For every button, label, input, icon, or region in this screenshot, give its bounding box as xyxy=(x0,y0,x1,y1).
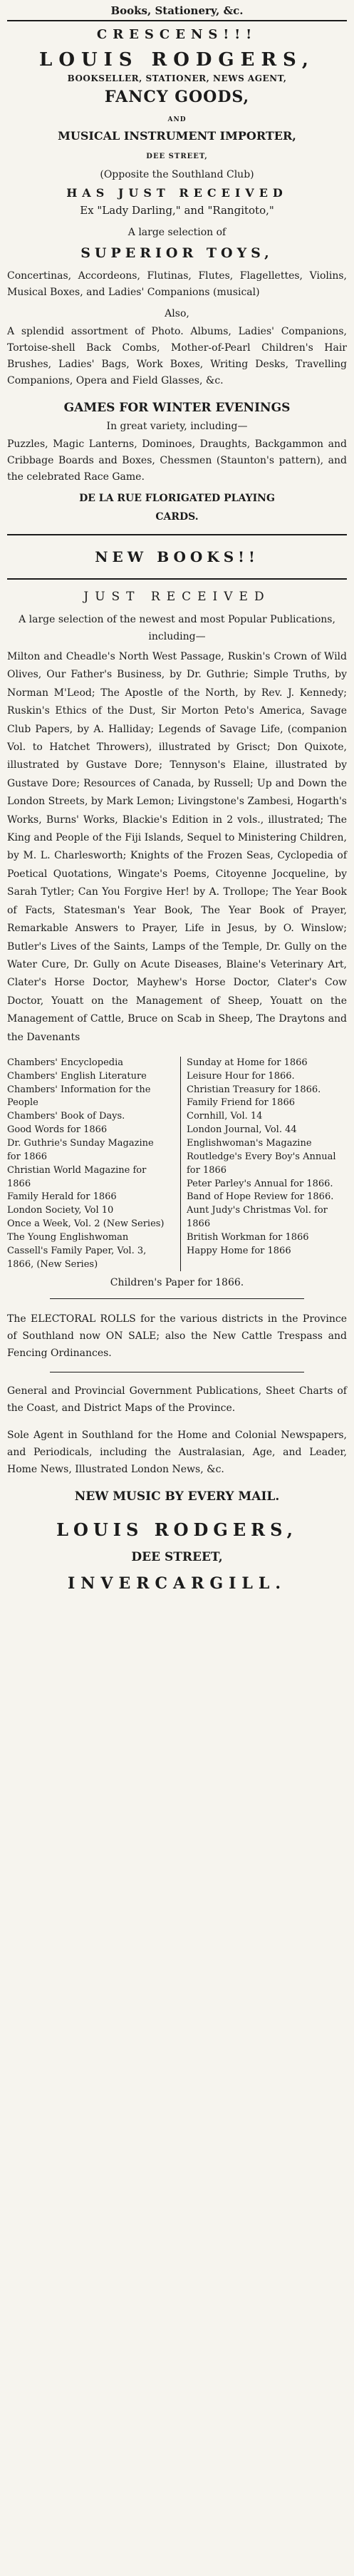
periodical-item: Leisure Hour for 1866. xyxy=(187,1070,295,1082)
advertisement-new-books xyxy=(7,548,347,1593)
trades-line: BOOKSELLER, STATIONER, NEWS AGENT, xyxy=(67,73,287,83)
periodical-item: The Young Englishwoman xyxy=(7,1231,129,1243)
periodical-item: Aunt Judy's Christmas Vol. for 1866 xyxy=(187,1205,328,1230)
childrens-paper-line: Children's Paper for 1866. xyxy=(110,1277,244,1289)
section-label: Books, Stationery, &c. xyxy=(110,4,244,17)
proprietor-name: LOUIS RODGERS, xyxy=(56,1519,298,1541)
periodical-item: Christian Treasury for 1866. xyxy=(187,1084,321,1095)
maps-text: General and Provincial Government Publications, Sheet Charts of the Coast, and District Maps of the Province. xyxy=(7,1385,347,1415)
playing-cards-line-2: CARDS. xyxy=(155,511,199,523)
assortment-text: A splendid assortment of Photo. Albums, Ladies' Companions, Tortoise-shell Back Combs, Mother-of-Pearl Children's Hair Brushes, Ladies' Bags, Work Boxes, Writing Desks, Travelling Companions, Opera and Field Glasses, &c. xyxy=(7,326,347,386)
fancy-goods-line: FANCY GOODS, xyxy=(104,88,250,106)
toys-line: SUPERIOR TOYS, xyxy=(80,245,274,261)
periodical-item: Once a Week, Vol. 2 (New Series) xyxy=(7,1218,165,1230)
periodical-item: Chambers' Encyclopedia xyxy=(7,1057,124,1068)
town-line: INVERCARGILL. xyxy=(67,1574,287,1594)
sole-agent-text: Sole Agent in Southland for the Home and Colonial Newspapers, and Periodicals, including the Australasian, Age, and Leader, Home News, Illustrated London News, &c. xyxy=(7,1430,347,1476)
periodical-item: Chambers' English Literature xyxy=(7,1070,147,1082)
proprietor-name: LOUIS RODGERS, xyxy=(39,49,315,71)
periodical-item: Cassell's Family Paper, Vol. 3, 1866, (New Series) xyxy=(7,1245,147,1270)
received-line: HAS JUST RECEIVED xyxy=(66,186,288,200)
periodical-item: Chambers' Information for the People xyxy=(7,1084,151,1109)
musical-importer-line: MUSICAL INSTRUMENT IMPORTER, xyxy=(58,129,296,143)
periodical-item: Routledge's Every Boy's Annual for 1866 xyxy=(187,1151,336,1176)
street-line: DEE STREET, xyxy=(131,1550,223,1565)
electoral-rolls-text: The ELECTORAL ROLLS for the various districts in the Province of Southland now ON SALE; also the New Cattle Trespass and Fencing Ordinances. xyxy=(7,1313,347,1360)
periodical-item: Chambers' Book of Days. xyxy=(7,1111,125,1122)
periodical-item: Sunday at Home for 1866 xyxy=(187,1057,308,1068)
periodical-item: London Society, Vol 10 xyxy=(7,1205,114,1216)
also-line: Also, xyxy=(165,308,189,319)
ad-headline: CRESCENS!!! xyxy=(96,27,258,42)
games-subheader: In great variety, including— xyxy=(106,421,248,432)
playing-cards-line-1: DE LA RUE FLORIGATED PLAYING xyxy=(79,493,275,504)
periodicals-columns xyxy=(7,1057,347,1272)
periodical-item: Cornhill, Vol. 14 xyxy=(187,1111,263,1122)
new-music-line: NEW MUSIC BY EVERY MAIL. xyxy=(74,1489,280,1504)
divider xyxy=(7,578,347,580)
periodical-item: London Journal, Vol. 44 xyxy=(187,1124,297,1136)
selection-line: A large selection of xyxy=(127,227,227,238)
periodical-item: British Workman for 1866 xyxy=(187,1231,309,1243)
intro-text: A large selection of the newest and most Popular Publications, including— xyxy=(19,614,335,642)
periodical-item: Happy Home for 1866 xyxy=(187,1245,291,1256)
periodical-item: Peter Parley's Annual for 1866. xyxy=(187,1178,333,1189)
books-list: Milton and Cheadle's North West Passage, Ruskin's Crown of Wild Olives, Our Father's Business, by Dr. Guthrie; Simple Truths, by Norman M'Leod; The Apostle of the North, by Rev. J. Kennedy; Ruskin's Ethics of the Dust, Sir Morton Peto's America, Savage Club Papers, by A. Halliday; Legends of Savage Life, (companion Vol. to Hatchet Throwers), illustrated by Grisct; Don Quixote, illustrated by Gustave Dore; Tennyson's Elaine, illustrated by Gustave Dore; Resources of Canada, by Russell; Up and Down the London Streets, by Mark Lemon; Livingstone's Zambesi, Hogarth's Works, Burns' Works, Blackie's Edition in 2 vols., illustrated; The King and People of the Fiji Islands, Sequel to Ministering Children, by M. L. Charlesworth; Knights of the Frozen Seas, Cyclopedia of Poetical Quotations, Wingate's Poems, Citoyenne Jocqueline, by Sarah Tytler; Can You Forgive Her! by A. Trollope; The Year Book of Facts, Statesman's Year Book, The Year Book of Prayer, Remarkable Answers to Prayer, Life in Jesus, by O. Winslow; Butler's Lives of the Saints, Lamps of the Temple, Dr. Gully on the Water Cure, Dr. Gully on Acute Diseases, Blaine's Veterinary Art, Clater's Horse Doctor, Mayhew's Horse Doctor, Clater's Cow Doctor, Youatt on the Management of Sheep, Youatt on the Management of Cattle, Bruce on Scab in Sheep, The Draytons and the Davenants xyxy=(7,651,347,1043)
divider xyxy=(7,20,347,21)
games-header: GAMES FOR WINTER EVENINGS xyxy=(63,401,291,415)
periodical-item: Englishwoman's Magazine xyxy=(187,1138,312,1149)
instruments-list: Concertinas, Accordeons, Flutinas, Flutes, Flagellettes, Violins, Musical Boxes, and Ladies' Companions (musical) xyxy=(7,270,347,298)
ad-headline: NEW BOOKS!! xyxy=(95,548,259,565)
ships-line: Ex "Lady Darling," and "Rangitoto," xyxy=(80,204,274,217)
divider xyxy=(50,1298,304,1299)
opposite-line: (Opposite the Southland Club) xyxy=(100,169,254,180)
periodical-item: Dr. Guthrie's Sunday Magazine for 1866 xyxy=(7,1138,154,1162)
divider xyxy=(7,534,347,535)
and-line: AND xyxy=(167,116,187,123)
periodical-item: Band of Hope Review for 1866. xyxy=(187,1191,334,1203)
received-line: JUST RECEIVED xyxy=(83,590,271,604)
games-list: Puzzles, Magic Lanterns, Dominoes, Draughts, Backgammon and Cribbage Boards and Boxes, Chessmen (Staunton's pattern), and the celebrated Race Game. xyxy=(7,438,347,483)
periodicals-right-column xyxy=(180,1057,347,1272)
advertisement-rodgers-toys xyxy=(7,27,347,523)
periodical-item: Family Friend for 1866 xyxy=(187,1097,295,1109)
street-line: DEE STREET, xyxy=(146,153,208,160)
periodical-item: Good Words for 1866 xyxy=(7,1124,108,1136)
periodical-item: Family Herald for 1866 xyxy=(7,1191,117,1203)
periodicals-left-column xyxy=(7,1057,167,1272)
periodical-item: Christian World Magazine for 1866 xyxy=(7,1164,147,1189)
